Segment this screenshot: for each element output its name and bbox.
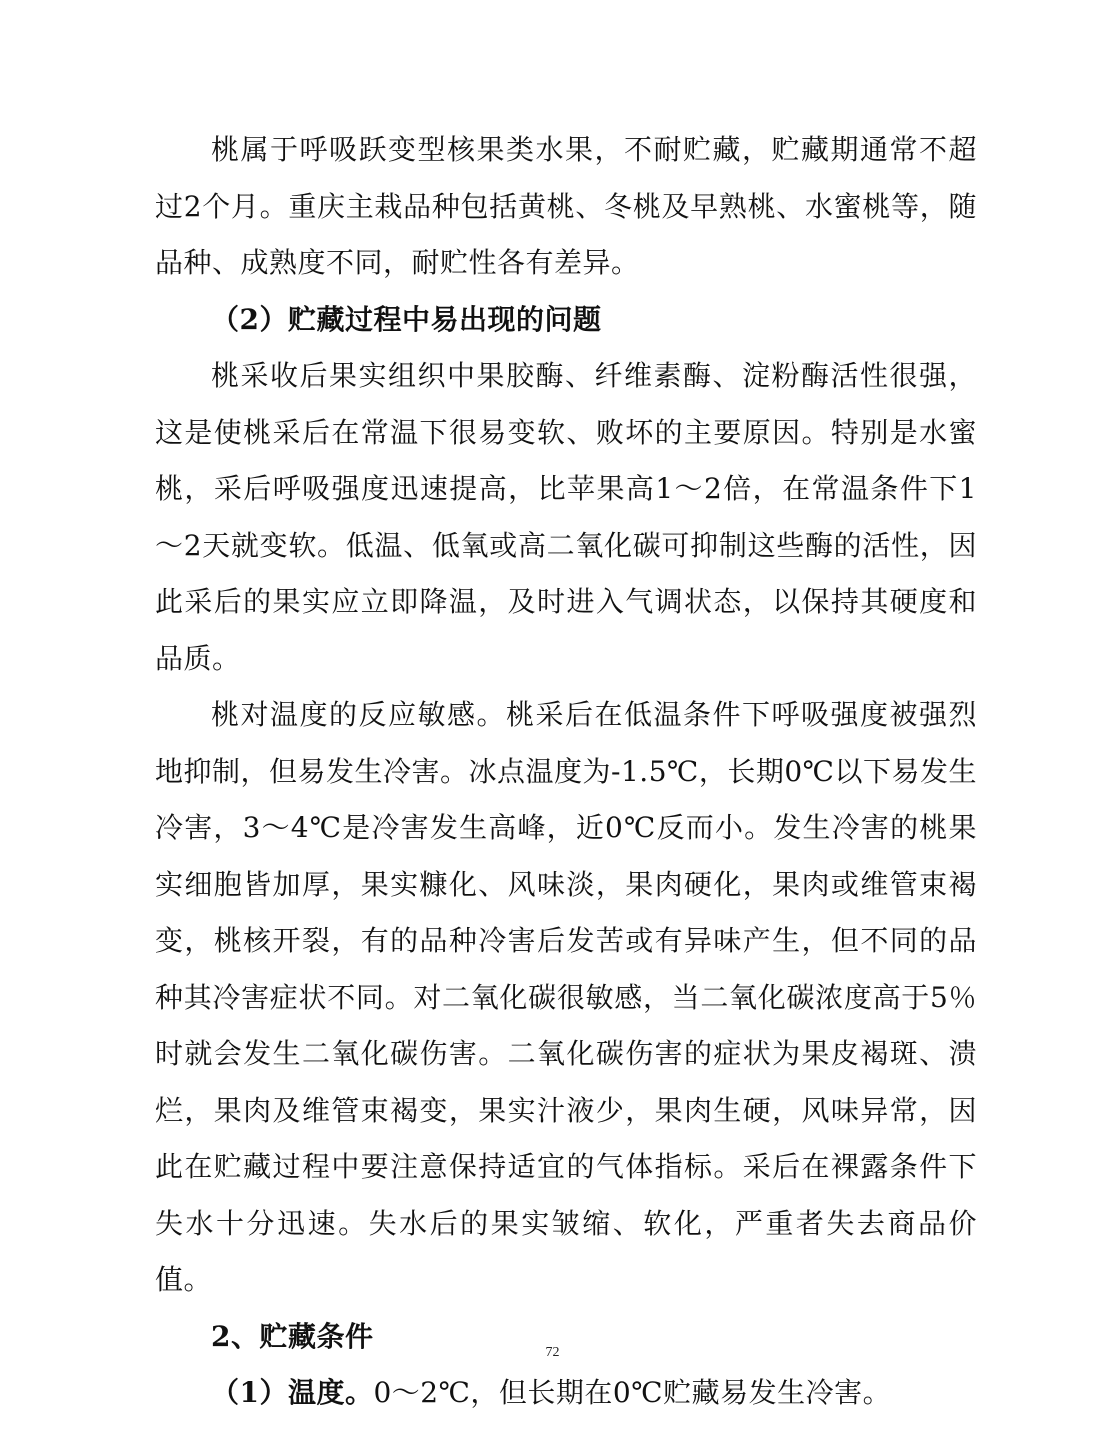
paragraph-peach-overview: 桃属于呼吸跃变型核果类水果，不耐贮藏，贮藏期通常不超过2个月。重庆主栽品种包括黄桃、冬桃及早熟桃、水蜜桃等，随品种、成熟度不同，耐贮性各有差异。 <box>155 133 977 279</box>
page-number: 72 <box>545 1345 560 1360</box>
temperature-text: 0～2℃，但长期在0℃贮藏易发生冷害。 <box>373 1376 892 1409</box>
heading-storage-problems: （2）贮藏过程中易出现的问题 <box>211 302 602 336</box>
paragraph-enzyme-activity: 桃采收后果实组织中果胶酶、纤维素酶、淀粉酶活性很强，这是使桃采后在常温下很易变软、败坏的主要原因。特别是水蜜桃，采后呼吸强度迅速提高，比苹果高1～2倍，在常温条件下1～2天就变软。低温、低氧或高二氧化碳可抑制这些酶的活性，因此采后的果实应立即降温，及时进入气调状态，以保持其硬度和品质。 <box>155 359 977 675</box>
document-body <box>155 122 977 1422</box>
heading-storage-conditions: 2、贮藏条件 <box>211 1319 374 1353</box>
paragraph-temperature-sensitivity: 桃对温度的反应敏感。桃采后在低温条件下呼吸强度被强烈地抑制，但易发生冷害。冰点温度为-1.5℃，长期0℃以下易发生冷害，3～4℃是冷害发生高峰，近0℃反而小。发生冷害的桃果实细胞皆加厚，果实糠化、风味淡，果肉硬化，果肉或维管束褐变，桃核开裂，有的品种冷害后发苦或有异味产生，但不同的品种其冷害症状不同。对二氧化碳很敏感，当二氧化碳浓度高于5％时就会发生二氧化碳伤害。二氧化碳伤害的症状为果皮褐斑、溃烂，果肉及维管束褐变，果实汁液少，果肉生硬，风味异常，因此在贮藏过程中要注意保持适宜的气体指标。采后在裸露条件下失水十分迅速。失水后的果实皱缩、软化，严重者失去商品价值。 <box>155 698 977 1296</box>
temperature-label: （1）温度。 <box>211 1376 374 1409</box>
temperature-condition <box>155 1365 977 1422</box>
